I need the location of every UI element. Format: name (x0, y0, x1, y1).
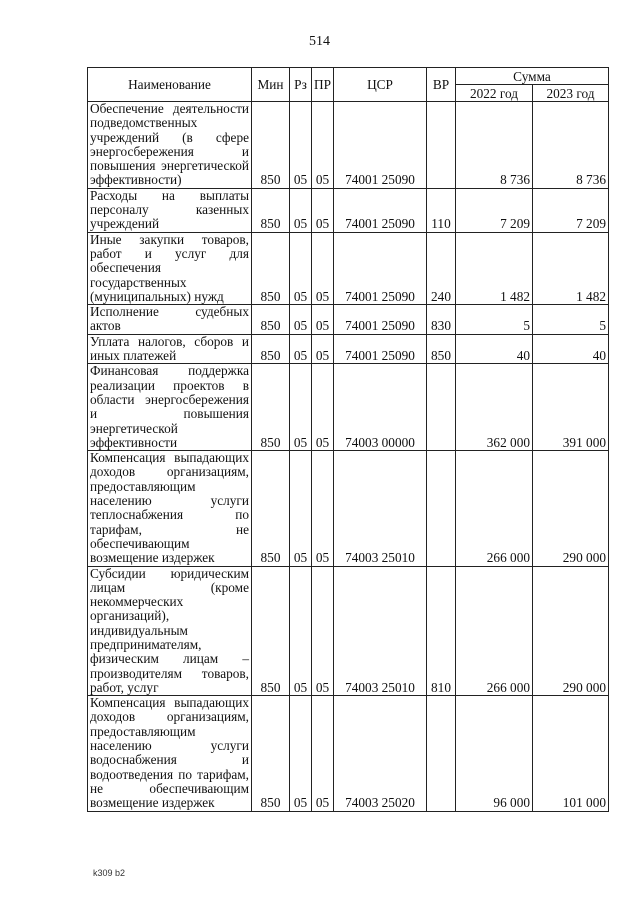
cell-sum-2023: 290 000 (533, 566, 609, 696)
table-row (88, 188, 609, 232)
cell-sum-2022: 96 000 (456, 696, 533, 811)
cell-name: Компенсация выпадающих доходов организациям, предоставляющим населению услуги теплоснабжения по тарифам, не обеспечивающим возмещение издержек (88, 451, 252, 566)
column-header-2022: 2022 год (456, 85, 533, 102)
cell-vr (427, 102, 456, 189)
cell-sum-2022: 40 (456, 334, 533, 364)
cell-min: 850 (252, 364, 290, 451)
cell-name: Обеспечение деятельности подведомственных учреждений (в сфере энергосбережения и повышения энергетической эффективности) (88, 102, 252, 189)
cell-vr: 830 (427, 305, 456, 335)
cell-vr (427, 696, 456, 811)
cell-sum-2022: 266 000 (456, 566, 533, 696)
cell-vr: 110 (427, 188, 456, 232)
cell-rz: 05 (290, 232, 312, 304)
page-number: 514 (309, 34, 330, 49)
cell-pr: 05 (312, 188, 334, 232)
cell-rz: 05 (290, 334, 312, 364)
cell-min: 850 (252, 696, 290, 811)
cell-sum-2023: 7 209 (533, 188, 609, 232)
budget-table (87, 67, 609, 812)
cell-vr: 850 (427, 334, 456, 364)
cell-sum-2022: 5 (456, 305, 533, 335)
table-row (88, 305, 609, 335)
column-header-2023: 2023 год (533, 85, 609, 102)
cell-name: Финансовая поддержка реализации проектов в области энергосбережения и повышения энергетической эффективности (88, 364, 252, 451)
cell-pr: 05 (312, 232, 334, 304)
cell-rz: 05 (290, 102, 312, 189)
column-header-vr: ВР (427, 68, 456, 102)
cell-pr: 05 (312, 102, 334, 189)
cell-min: 850 (252, 102, 290, 189)
column-header-csr: ЦСР (334, 68, 427, 102)
cell-csr: 74003 25020 (334, 696, 427, 811)
cell-rz: 05 (290, 364, 312, 451)
cell-sum-2022: 266 000 (456, 451, 533, 566)
cell-pr: 05 (312, 364, 334, 451)
table-row (88, 451, 609, 566)
column-header-name: Наименование (88, 68, 252, 102)
cell-csr: 74003 25010 (334, 566, 427, 696)
cell-name: Иные закупки товаров, работ и услуг для обеспечения государственных (муниципальных) нужд (88, 232, 252, 304)
table-row (88, 696, 609, 811)
cell-pr: 05 (312, 696, 334, 811)
cell-pr: 05 (312, 451, 334, 566)
cell-rz: 05 (290, 305, 312, 335)
table-row (88, 102, 609, 189)
cell-rz: 05 (290, 188, 312, 232)
cell-name: Уплата налогов, сборов и иных платежей (88, 334, 252, 364)
cell-sum-2023: 1 482 (533, 232, 609, 304)
cell-vr: 240 (427, 232, 456, 304)
cell-min: 850 (252, 305, 290, 335)
cell-sum-2023: 101 000 (533, 696, 609, 811)
cell-name: Исполнение судебных актов (88, 305, 252, 335)
cell-rz: 05 (290, 451, 312, 566)
cell-sum-2023: 40 (533, 334, 609, 364)
cell-sum-2023: 290 000 (533, 451, 609, 566)
cell-min: 850 (252, 232, 290, 304)
cell-min: 850 (252, 334, 290, 364)
table-row (88, 334, 609, 364)
cell-vr: 810 (427, 566, 456, 696)
cell-vr (427, 364, 456, 451)
cell-min: 850 (252, 566, 290, 696)
cell-sum-2022: 362 000 (456, 364, 533, 451)
cell-name: Субсидии юридическим лицам (кроме некоммерческих организаций), индивидуальным предпринимателям, физическим лицам – производителям товаров, работ, услуг (88, 566, 252, 696)
cell-csr: 74001 25090 (334, 334, 427, 364)
cell-sum-2023: 8 736 (533, 102, 609, 189)
table-row (88, 364, 609, 451)
cell-pr: 05 (312, 334, 334, 364)
cell-sum-2022: 1 482 (456, 232, 533, 304)
cell-csr: 74003 00000 (334, 364, 427, 451)
cell-name: Расходы на выплаты персоналу казенных учреждений (88, 188, 252, 232)
cell-vr (427, 451, 456, 566)
cell-pr: 05 (312, 305, 334, 335)
document-code: k309 b2 (93, 868, 126, 878)
column-header-pr: ПР (312, 68, 334, 102)
cell-sum-2022: 7 209 (456, 188, 533, 232)
column-header-sum: Сумма (456, 68, 609, 85)
cell-min: 850 (252, 451, 290, 566)
cell-sum-2023: 391 000 (533, 364, 609, 451)
cell-sum-2022: 8 736 (456, 102, 533, 189)
cell-csr: 74001 25090 (334, 102, 427, 189)
cell-csr: 74001 25090 (334, 305, 427, 335)
cell-csr: 74001 25090 (334, 232, 427, 304)
cell-pr: 05 (312, 566, 334, 696)
column-header-min: Мин (252, 68, 290, 102)
cell-sum-2023: 5 (533, 305, 609, 335)
table-row (88, 232, 609, 304)
column-header-rz: Рз (290, 68, 312, 102)
cell-rz: 05 (290, 696, 312, 811)
cell-rz: 05 (290, 566, 312, 696)
table-row (88, 566, 609, 696)
cell-name: Компенсация выпадающих доходов организациям, предоставляющим населению услуги водоснабжения и водоотведения по тарифам, не обеспечивающим возмещение издержек (88, 696, 252, 811)
cell-csr: 74001 25090 (334, 188, 427, 232)
cell-min: 850 (252, 188, 290, 232)
cell-csr: 74003 25010 (334, 451, 427, 566)
